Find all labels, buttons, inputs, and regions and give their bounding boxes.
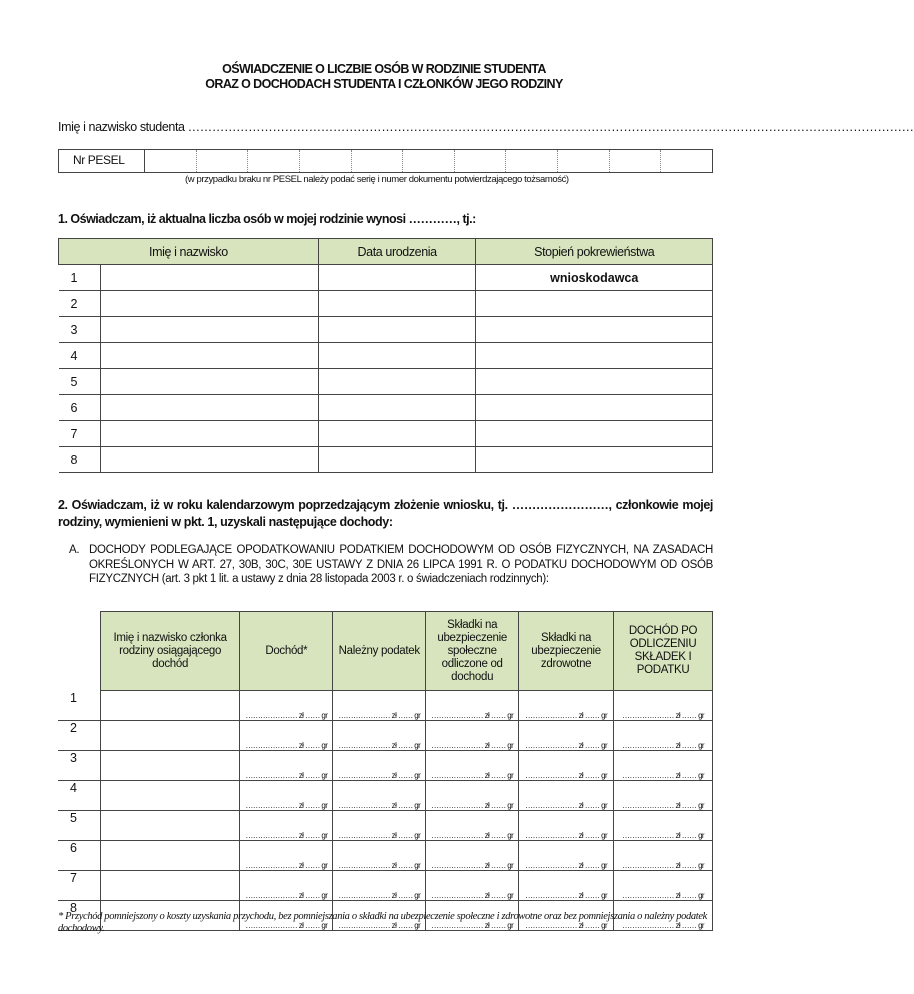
pesel-digit[interactable] [661,150,712,172]
row-number: 6 [59,395,101,421]
col-member-name: Imię i nazwisko członka rodziny osiągającego dochód [100,612,240,691]
relation-cell[interactable] [476,421,713,447]
social-contrib-cell[interactable]: ………………… zł …… gr [426,811,519,841]
col-name: Imię i nazwisko [59,239,319,265]
income-row [58,811,713,841]
relation-cell[interactable] [476,369,713,395]
health-contrib-cell[interactable]: ………………… zł …… gr [519,901,614,931]
income-row [58,751,713,781]
income-row [58,781,713,811]
relation-cell[interactable]: wnioskodawca [476,265,713,291]
tax-cell[interactable]: ………………… zł …… gr [333,871,426,901]
row-number: 5 [59,369,101,395]
member-name-cell[interactable] [101,291,318,317]
income-cell[interactable]: ………………… zł …… gr [240,751,333,781]
form-title-line2: ORAZ O DOCHODACH STUDENTA I CZŁONKÓW JEGO RODZINY [205,77,563,91]
net-income-cell[interactable]: ………………… zł …… gr [614,841,713,871]
health-contrib-cell[interactable]: ………………… zł …… gr [519,811,614,841]
tax-cell[interactable]: ………………… zł …… gr [333,751,426,781]
section2-heading: 2. Oświadczam, iż w roku kalendarzowym poprzedzającym złożenie wniosku, tj. ……………………, członkowie mojej rodziny, wymienieni w pkt. 1, uzyskali następujące dochody: [58,498,713,529]
member-name-cell[interactable] [100,841,240,871]
member-birthdate-cell[interactable] [318,421,476,447]
pesel-digit[interactable] [455,150,507,172]
income-table [58,611,713,931]
tax-cell[interactable]: ………………… zł …… gr [333,691,426,721]
income-row [58,871,713,901]
tax-cell[interactable]: ………………… zł …… gr [333,781,426,811]
income-cell[interactable]: ………………… zł …… gr [240,901,333,931]
row-number: 7 [59,421,101,447]
pesel-digit[interactable] [506,150,558,172]
social-contrib-cell[interactable]: ………………… zł …… gr [426,781,519,811]
income-row [58,841,713,871]
social-contrib-cell[interactable]: ………………… zł …… gr [426,751,519,781]
col-health-contrib: Składki na ubezpieczenie zdrowotne [519,612,614,691]
pesel-digit[interactable] [145,150,197,172]
member-birthdate-cell[interactable] [318,317,476,343]
pesel-note: (w przypadku braku nr PESEL należy podać serię i numer dokumentu potwierdzającego tożsamość) [185,174,569,185]
tax-cell[interactable]: ………………… zł …… gr [333,901,426,931]
pesel-digit[interactable] [197,150,249,172]
family-row [59,421,713,447]
member-name-cell[interactable] [100,751,240,781]
social-contrib-cell[interactable]: ………………… zł …… gr [426,721,519,751]
member-birthdate-cell[interactable] [318,369,476,395]
net-income-cell[interactable]: ………………… zł …… gr [614,751,713,781]
row-number: 4 [58,781,100,811]
member-name-cell[interactable] [101,447,318,473]
member-name-cell[interactable] [100,721,240,751]
health-contrib-cell[interactable]: ………………… zł …… gr [519,781,614,811]
relation-cell[interactable] [476,291,713,317]
member-name-cell[interactable] [101,369,318,395]
social-contrib-cell[interactable]: ………………… zł …… gr [426,901,519,931]
footnote: * Przychód pomniejszony o koszty uzyskania przychodu, bez pomniejszania o składki na ubezpieczenie społeczne i zdrowotne oraz bez pomniejszania o należny podatek dochodowy. [58,911,707,934]
row-number: 3 [58,751,100,781]
row-number: 6 [58,841,100,871]
income-row [58,721,713,751]
member-birthdate-cell[interactable] [318,265,476,291]
sub-a-text: DOCHODY PODLEGAJĄCE OPODATKOWANIU PODATKIEM DOCHODOWYM OD OSÓB FIZYCZNYCH, NA ZASADACH OKREŚLONYCH W ART. 27, 30B, 30C, 30E USTAWY Z DNIA 26 LIPCA 1991 R. O PODATKU DOCHODOWYM OD OSÓB FIZYCZNYCH (art. 3 pkt 1 lit. a ustawy z dnia 28 listopada 2003 r. o świadczeniach rodzinnych): [89,544,713,585]
tax-cell[interactable]: ………………… zł …… gr [333,721,426,751]
income-cell[interactable]: ………………… zł …… gr [240,721,333,751]
member-name-cell[interactable] [100,811,240,841]
row-number: 4 [59,343,101,369]
row-number: 1 [58,691,100,721]
family-row [59,291,713,317]
family-row [59,395,713,421]
net-income-cell[interactable]: ………………… zł …… gr [614,691,713,721]
net-income-cell[interactable]: ………………… zł …… gr [614,781,713,811]
row-number: 3 [59,317,101,343]
net-income-cell[interactable]: ………………… zł …… gr [614,871,713,901]
health-contrib-cell[interactable]: ………………… zł …… gr [519,751,614,781]
income-cell[interactable]: ………………… zł …… gr [240,781,333,811]
health-contrib-cell[interactable]: ………………… zł …… gr [519,841,614,871]
income-row [58,691,713,721]
family-members-table [58,238,713,473]
pesel-digit[interactable] [352,150,404,172]
member-name-cell[interactable] [101,395,318,421]
family-row [59,369,713,395]
health-contrib-cell[interactable]: ………………… zł …… gr [519,721,614,751]
tax-cell[interactable]: ………………… zł …… gr [333,841,426,871]
col-income: Dochód* [240,612,333,691]
social-contrib-cell[interactable]: ………………… zł …… gr [426,841,519,871]
income-cell[interactable]: ………………… zł …… gr [240,871,333,901]
net-income-cell[interactable]: ………………… zł …… gr [614,811,713,841]
net-income-cell[interactable]: ………………… zł …… gr [614,721,713,751]
col-tax: Należny podatek [333,612,426,691]
pesel-digit[interactable] [558,150,610,172]
net-income-cell[interactable]: ………………… zł …… gr [614,901,713,931]
member-name-cell[interactable] [101,317,318,343]
student-name-field[interactable]: Imię i nazwisko studenta ……………………………………………………………………………………………………………………………………………………………… [58,120,914,134]
col-relation: Stopień pokrewieństwa [476,239,713,265]
pesel-digit[interactable] [300,150,352,172]
relation-cell[interactable] [476,447,713,473]
member-name-cell[interactable] [100,781,240,811]
sub-a-marker: A. [69,544,80,556]
health-contrib-cell[interactable]: ………………… zł …… gr [519,691,614,721]
family-row [59,265,713,291]
social-contrib-cell[interactable]: ………………… zł …… gr [426,691,519,721]
col-social-contrib: Składki na ubezpieczenie społeczne odliczone od dochodu [426,612,519,691]
row-number: 5 [58,811,100,841]
row-number: 1 [59,265,101,291]
col-net-income: DOCHÓD PO ODLICZENIU SKŁADEK I PODATKU [614,612,713,691]
member-birthdate-cell[interactable] [318,343,476,369]
row-number: 7 [58,871,100,901]
relation-cell[interactable] [476,343,713,369]
row-number: 8 [59,447,101,473]
member-birthdate-cell[interactable] [318,447,476,473]
member-name-cell[interactable] [101,265,318,291]
member-birthdate-cell[interactable] [318,395,476,421]
member-name-cell[interactable] [101,421,318,447]
member-birthdate-cell[interactable] [318,291,476,317]
family-row [59,317,713,343]
family-row [59,447,713,473]
health-contrib-cell[interactable]: ………………… zł …… gr [519,871,614,901]
row-number: 2 [58,721,100,751]
tax-cell[interactable]: ………………… zł …… gr [333,811,426,841]
col-birthdate: Data urodzenia [318,239,476,265]
pesel-digit[interactable] [610,150,662,172]
pesel-box [58,149,713,173]
family-row [59,343,713,369]
income-cell[interactable]: ………………… zł …… gr [240,691,333,721]
social-contrib-cell[interactable]: ………………… zł …… gr [426,871,519,901]
section2-sub-a [69,543,713,587]
income-cell[interactable]: ………………… zł …… gr [240,841,333,871]
member-name-cell[interactable] [101,343,318,369]
pesel-digit[interactable] [403,150,455,172]
member-name-cell[interactable] [100,691,240,721]
income-cell[interactable]: ………………… zł …… gr [240,811,333,841]
row-number: 2 [59,291,101,317]
pesel-label: Nr PESEL [59,150,145,172]
relation-cell[interactable] [476,317,713,343]
relation-cell[interactable] [476,395,713,421]
form-title-line1: OŚWIADCZENIE O LICZBIE OSÓB W RODZINIE STUDENTA [222,62,546,76]
row-number: 8 [58,901,100,931]
section1-heading: 1. Oświadczam, iż aktualna liczba osób w mojej rodzinie wynosi …………, tj.: [58,212,476,226]
member-name-cell[interactable] [100,871,240,901]
pesel-digit[interactable] [248,150,300,172]
